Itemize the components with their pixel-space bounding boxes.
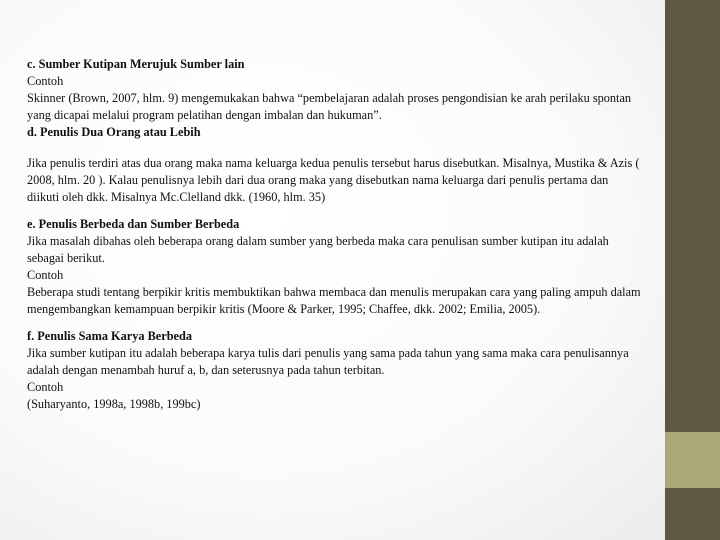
spacer xyxy=(27,206,642,216)
section-e-heading: e. Penulis Berbeda dan Sumber Berbeda xyxy=(27,217,240,231)
section-f-heading: f. Penulis Sama Karya Berbeda xyxy=(27,329,192,343)
section-d-text: Jika penulis terdiri atas dua orang maka nama keluarga kedua penulis tersebut harus disebutkan. Misalnya, Mustika & Azis ( 2008, hlm. 20 ). Kalau penulisnya lebih dari dua orang maka yang disebutkan nama keluarga dari penulis pertama dan diikuti oleh dkk. Misalnya Mc.Clelland dkk. (1960, hlm. 35) xyxy=(27,156,640,204)
spacer xyxy=(27,141,642,155)
section-c-heading: c. Sumber Kutipan Merujuk Sumber lain xyxy=(27,57,245,71)
section-f-example: (Suharyanto, 1998a, 1998b, 199bc) xyxy=(27,397,201,411)
section-c-label: Contoh xyxy=(27,74,64,88)
section-e-example: Beberapa studi tentang berpikir kritis membuktikan bahwa membaca dan menulis merupakan cara yang paling ampuh dalam mengembangkan kemampuan berpikir kritis (Moore & Parker, 1995; Chaffee, dkk. 2002; Emilia, 2005). xyxy=(27,285,641,316)
section-f-label: Contoh xyxy=(27,380,64,394)
slide-content xyxy=(27,56,642,413)
sidebar-light-band xyxy=(665,432,720,488)
section-d-heading: d. Penulis Dua Orang atau Lebih xyxy=(27,125,201,139)
decorative-sidebar xyxy=(665,0,720,540)
sidebar-dark-band-top xyxy=(665,0,720,432)
section-e-label: Contoh xyxy=(27,268,64,282)
section-e-text: Jika masalah dibahas oleh beberapa orang dalam sumber yang berbeda maka cara penulisan sumber kutipan itu adalah sebagai berikut. xyxy=(27,234,609,265)
section-f-text: Jika sumber kutipan itu adalah beberapa karya tulis dari penulis yang sama pada tahun yang sama maka cara penulisannya adalah dengan menambah huruf a, b, dan seterusnya pada tahun terbitan. xyxy=(27,346,629,377)
sidebar-dark-band-bottom xyxy=(665,488,720,540)
section-c-text: Skinner (Brown, 2007, hlm. 9) mengemukakan bahwa “pembelajaran adalah proses pengondisian ke arah perilaku spontan yang dicapai melalui program pelatihan dengan imbalan dan hukuman”. xyxy=(27,91,632,122)
spacer xyxy=(27,318,642,328)
